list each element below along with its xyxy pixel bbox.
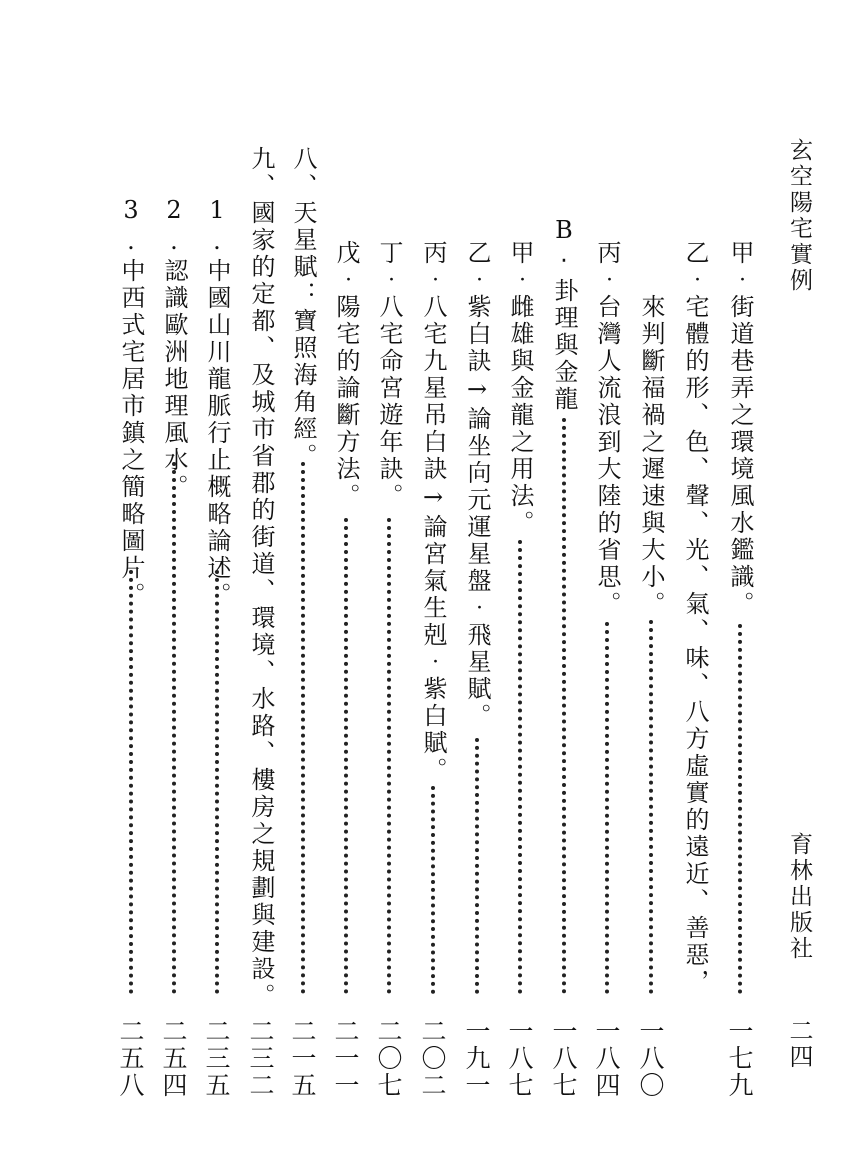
- toc-entry-label: 甲‧雌雄與金龍之用法。: [506, 240, 534, 537]
- toc-entry-page: 二五八: [116, 1018, 145, 1099]
- toc-entry-label: 丙‧八宅九星吊白訣→論宮氣生剋‧紫白賦。: [419, 240, 447, 784]
- toc-leader-dots: [129, 570, 133, 994]
- toc-leader-dots: [605, 622, 609, 994]
- toc-entry-label: 丙‧台灣人流浪到大陸的省思。: [593, 240, 621, 618]
- toc-leader-dots: [562, 418, 566, 994]
- toc-entry-label: 乙‧宅體的形、色、聲、光、氣、味、八方虛實的遠近、善惡，: [681, 240, 709, 996]
- toc-leader-dots: [649, 620, 653, 994]
- toc-entry-label: 1.中國山川龍脈行止概略論述。: [203, 196, 231, 609]
- toc-entry-label: 3.中西式宅居市鎮之簡略圖片。: [117, 196, 145, 609]
- toc-entry-page: 二一一: [331, 1018, 360, 1099]
- toc-entry-page: 二〇七: [374, 1018, 403, 1099]
- toc-leader-dots: [738, 624, 742, 994]
- toc-entry-page: 一八七: [549, 1018, 578, 1099]
- toc-entry-page: 一八七: [505, 1018, 534, 1099]
- toc-leader-dots: [475, 738, 479, 994]
- page-number: 二四: [785, 1018, 813, 1070]
- toc-entry-label: 來判斷福禍之遲速與大小。: [637, 294, 665, 618]
- toc-leader-dots: [431, 786, 435, 994]
- toc-entry-page: 二〇二: [418, 1018, 447, 1099]
- toc-leader-dots: [387, 518, 391, 994]
- toc-entry-page: 一八〇: [636, 1018, 665, 1099]
- toc-leader-dots: [518, 540, 522, 994]
- toc-leader-dots: [215, 570, 219, 994]
- toc-leader-dots: [172, 462, 176, 994]
- toc-entry-label: 甲‧街道巷弄之環境風水鑑識。: [726, 240, 754, 618]
- toc-entry-page: 二一五: [288, 1018, 317, 1099]
- toc-entry-label: 乙‧紫白訣→論坐向元運星盤‧飛星賦。: [463, 240, 491, 730]
- toc-entry-label: 八、天星賦：寶照海角經。: [289, 146, 317, 470]
- toc-entry-page: 二三二: [246, 1018, 275, 1099]
- toc-entry-page: 一七九: [725, 1018, 754, 1099]
- toc-entry-label: 九、國家的定都、及城市省郡的街道、環境、水路、樓房之規劃與建設。: [247, 146, 275, 1010]
- toc-entry-label: 丁‧八宅命宮遊年訣。: [375, 240, 403, 510]
- toc-leader-dots: [301, 462, 305, 994]
- toc-leader-dots: [344, 518, 348, 994]
- book-title: 玄空陽宅實例: [786, 138, 812, 294]
- toc-entry-page: 二三五: [202, 1018, 231, 1099]
- publisher-name: 育林出版社: [786, 832, 812, 962]
- toc-entry-label: 2.認識歐洲地理風水。: [160, 196, 188, 501]
- toc-entry-page: 二五四: [159, 1018, 188, 1099]
- toc-entry-page: 一九一: [462, 1018, 491, 1099]
- toc-entry-label: B‧卦理與金龍: [550, 216, 578, 413]
- toc-entry-page: 一八四: [592, 1018, 621, 1099]
- toc-entry-label: 戊‧陽宅的論斷方法。: [332, 240, 360, 510]
